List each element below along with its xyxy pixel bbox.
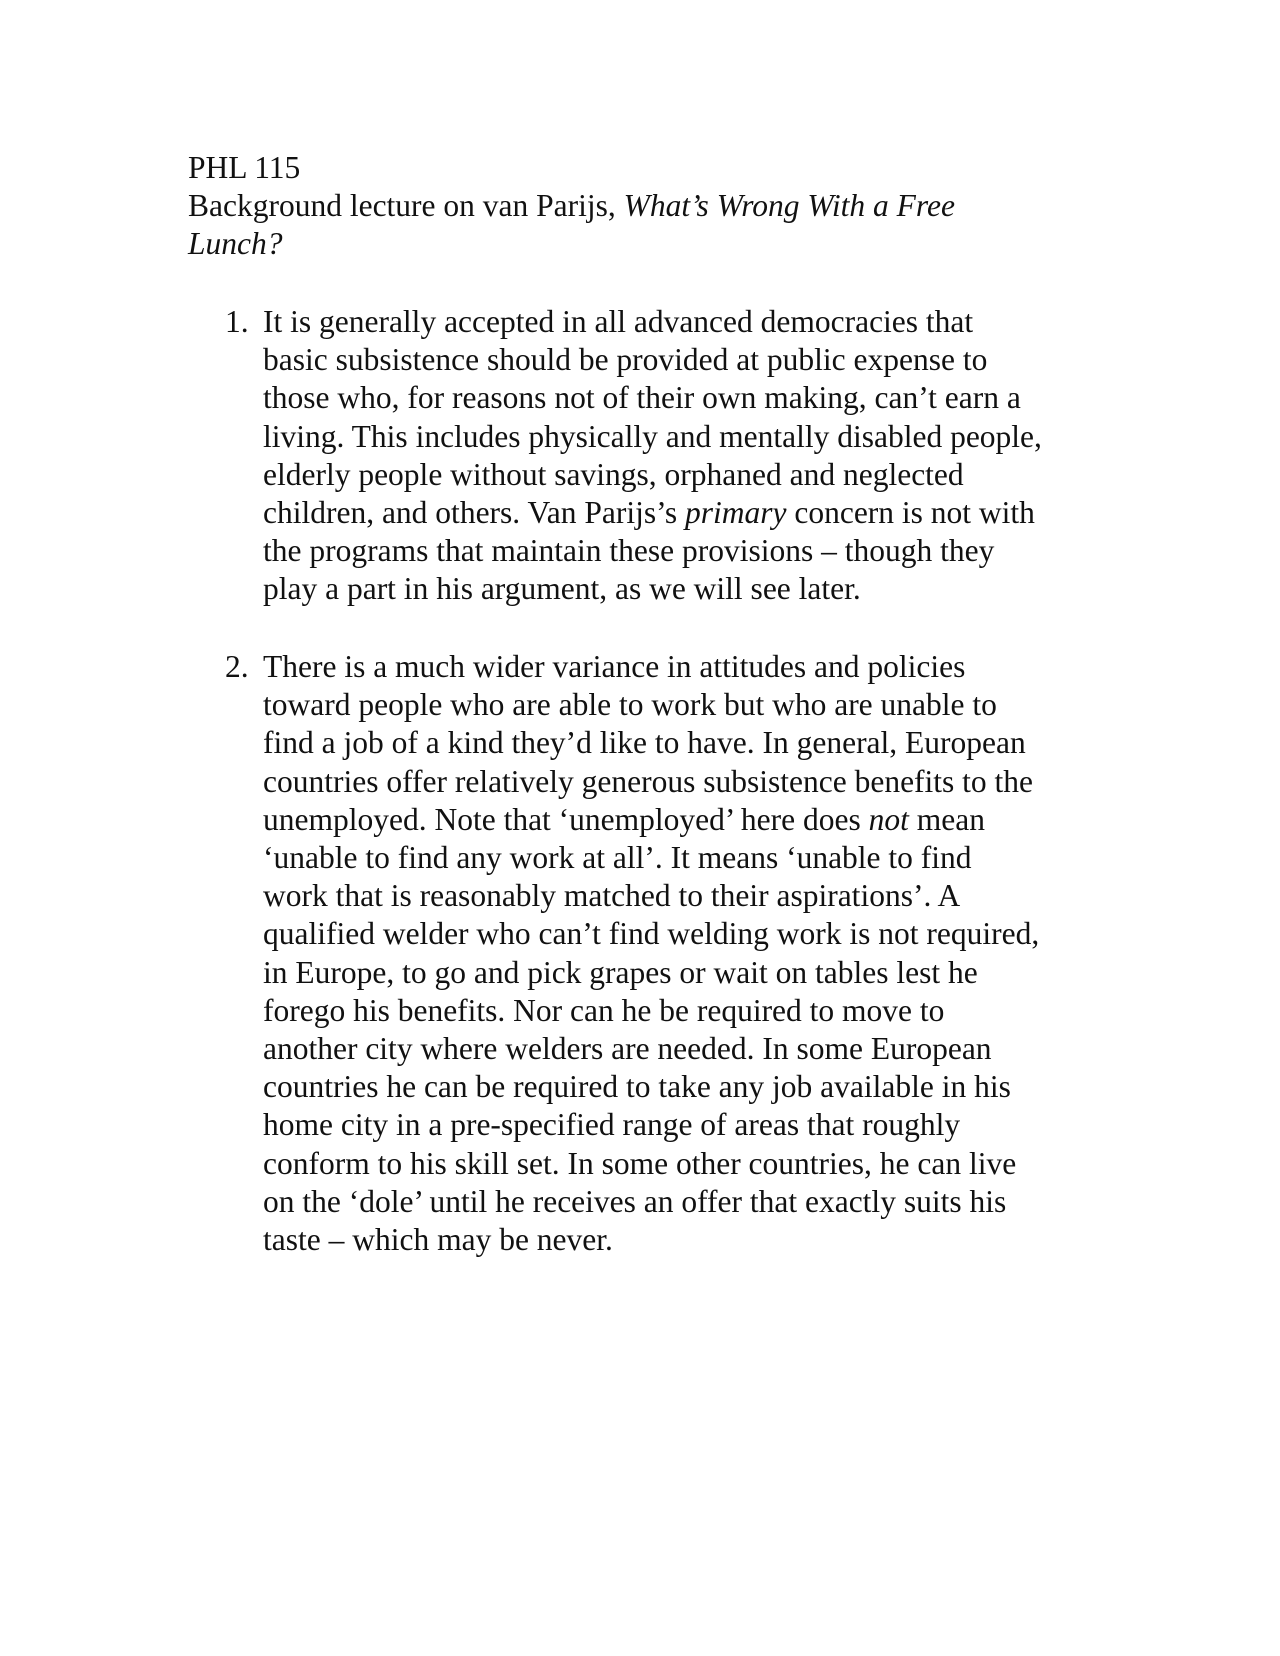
list-number: 2. [225,649,249,684]
paragraph-line: basic subsistence should be provided at public expense to [263,342,988,378]
text-run: mean [908,801,985,837]
paragraph-line: countries he can be required to take any job available in his [263,1069,1011,1105]
paragraph-line: taste – which may be never. [263,1222,613,1258]
text-run: concern is not with [786,495,1035,531]
list-number: 1. [225,304,249,339]
text-run: children, and others. Van Parijs’s [263,495,685,531]
paragraph-line: forego his benefits. Nor can he be required to move to [263,992,945,1028]
emphasis-primary: primary [684,495,787,531]
paragraph-line [263,801,1103,839]
paragraph-line: another city where welders are needed. In some European [263,1031,992,1067]
paragraph-line: on the ‘dole’ until he receives an offer that exactly suits his [263,1183,1007,1219]
paragraph-line: elderly people without savings, orphaned and neglected [263,456,964,492]
paragraph-line: conform to his skill set. In some other countries, he can live [263,1145,1017,1181]
paragraph-line: work that is reasonably matched to their aspirations’. A [263,878,961,914]
paragraph-line: living. This includes physically and mentally disabled people, [263,418,1042,454]
paragraph-line: qualified welder who can’t find welding work is not required, [263,916,1040,952]
book-title-part2: Lunch? [188,226,283,262]
document-header [188,149,1038,264]
emphasis-not: not [868,801,909,837]
paragraph-line [263,494,1103,532]
paragraph-line: in Europe, to go and pick grapes or wait on tables lest he [263,954,978,990]
lecture-prefix: Background lecture on van Parijs, [188,188,624,224]
paragraph-line: home city in a pre-specified range of areas that roughly [263,1107,961,1143]
lecture-title-line [188,187,1038,225]
paragraph-line: the programs that maintain these provisions – though they [263,533,995,569]
course-code: PHL 115 [188,150,301,185]
paragraph-line: toward people who are able to work but who are unable to [263,687,997,723]
paragraph-line: It is generally accepted in all advanced democracies that [263,304,974,339]
paragraph-line: There is a much wider variance in attitudes and policies [263,649,966,684]
paragraph-line: ‘unable to find any work at all’. It means ‘unable to find [263,840,972,876]
paragraph-2 [263,648,1103,1259]
paragraph-line: find a job of a kind they’d like to have. In general, European [263,725,1026,761]
text-run: unemployed. Note that ‘unemployed’ here does [263,801,869,837]
paragraph-line: those who, for reasons not of their own making, can’t earn a [263,380,1021,416]
paragraph-line: countries offer relatively generous subsistence benefits to the [263,763,1034,799]
paragraph-1 [263,303,1103,609]
paragraph-line: play a part in his argument, as we will see later. [263,571,861,607]
book-title-part1: What’s Wrong With a Free [623,188,955,224]
